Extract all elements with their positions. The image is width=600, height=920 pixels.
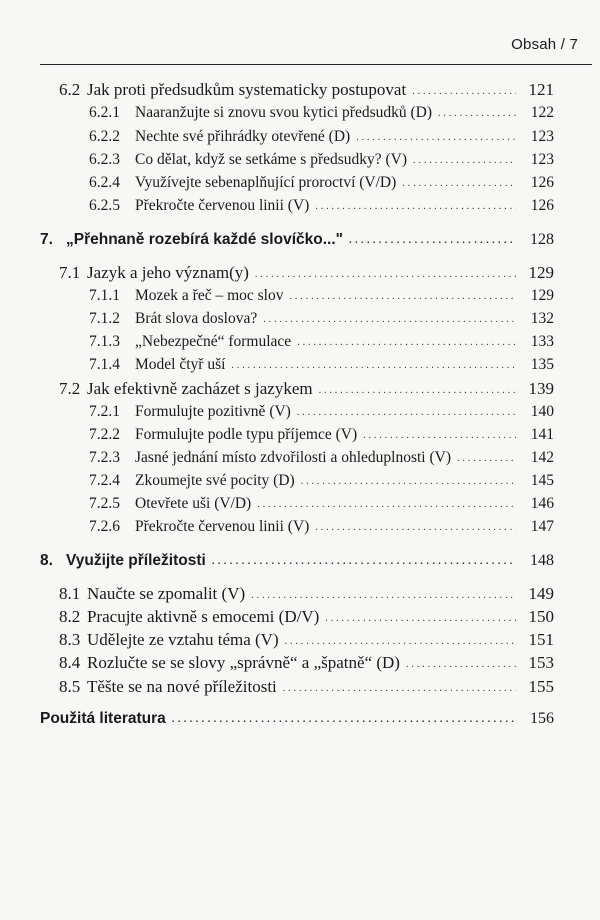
toc-leader [363,430,516,441]
toc-title: Jazyk a jeho význam(y) [87,263,249,282]
toc-entry [59,653,554,673]
toc-leader [231,360,516,371]
toc-page: 145 [530,472,554,489]
toc-title: „Nebezpečné“ formulace [135,333,292,350]
toc-page: 121 [528,80,554,99]
toc-title: Naučte se zpomalit (V) [87,584,246,603]
toc-entry [89,151,554,169]
toc-title: Model čtyř uší [135,356,226,373]
toc-number: 7.2.6 [89,518,120,535]
toc-page: 139 [528,379,554,398]
toc-number: 8.1 [59,584,81,603]
toc-number: 7.1.4 [89,356,120,373]
toc-title: Brát slova doslova? [135,310,258,327]
toc-leader [263,314,516,325]
toc-leader [315,201,516,212]
toc-title: „Přehnaně rozebírá každé slovíčko..." [66,231,343,248]
toc-entry [89,333,554,351]
toc-leader [255,269,516,280]
toc-number: 7.2.1 [89,403,120,420]
toc-entry [89,426,554,444]
toc-number: 8.5 [59,677,81,696]
toc-entry [89,495,554,513]
toc-chapter [40,710,554,728]
toc-title: Jak proti předsudkům systematicky postupovat [87,80,407,99]
toc-page: 128 [530,231,554,248]
toc-page: 126 [530,174,554,191]
toc-title: Mozek a řeč – moc slov [135,287,284,304]
toc-title: Formulujte pozitivně (V) [135,403,291,420]
toc-page: 150 [528,607,554,626]
toc-leader [349,235,516,246]
running-header: Obsah / 7 [511,36,578,53]
toc-page: 123 [530,128,554,145]
toc-title: Využívejte sebenaplňující proroctví (V/D) [135,174,397,191]
toc-leader [413,155,516,166]
toc-entry [59,677,554,697]
toc-title: Těšte se na nové příležitosti [87,677,277,696]
toc-page: 155 [528,677,554,696]
toc-page: 156 [530,710,554,727]
toc-entry [59,263,554,283]
toc-entry [89,104,554,122]
toc-leader [212,556,516,567]
toc-title: Co dělat, když se setkáme s předsudky? (V) [135,151,408,168]
toc-number: 7.1.1 [89,287,120,304]
toc-page: 149 [528,584,554,603]
toc-number: 8.4 [59,653,81,672]
toc-entry [89,472,554,490]
toc-entry [89,287,554,305]
toc-entry [89,449,554,467]
toc-title: Naaranžujte si znovu svou kytici předsudků (D) [135,104,433,121]
header-rule [40,64,592,65]
toc-number: 8.3 [59,630,81,649]
toc-chapter [40,552,554,570]
toc-number: 7. [40,231,53,248]
toc-number: 8. [40,552,53,569]
toc-number: 7.2.5 [89,495,120,512]
toc-entry [89,356,554,374]
toc-entry [59,584,554,604]
toc-entry [89,197,554,215]
toc-leader [301,476,516,487]
toc-page: 142 [530,449,554,466]
toc-number: 6.2.3 [89,151,120,168]
toc-number: 7.2.4 [89,472,120,489]
toc-page: 147 [530,518,554,535]
toc-leader [297,337,516,348]
toc-entry [59,607,554,627]
toc-page: 153 [528,653,554,672]
toc-leader [283,683,516,694]
toc-entry [89,174,554,192]
toc-number: 7.1 [59,263,81,282]
toc-title: Formulujte podle typu příjemce (V) [135,426,358,443]
toc-number: 6.2 [59,80,81,99]
toc-page: 148 [530,552,554,569]
toc-number: 7.2 [59,379,81,398]
toc-number: 6.2.4 [89,174,120,191]
toc-leader [297,407,516,418]
toc-leader [285,636,516,647]
toc-title: Překročte červenou linii (V) [135,197,310,214]
toc-leader [412,86,516,97]
toc-leader [319,385,516,396]
toc-page: 151 [528,630,554,649]
toc-chapter [40,231,554,249]
toc-title: Otevřete uši (V/D) [135,495,252,512]
toc-number: 7.1.3 [89,333,120,350]
toc-title: Jasné jednání místo zdvořilosti a ohleduplnosti (V) [135,449,451,466]
toc-title: Použitá literatura [40,710,166,727]
toc-leader [172,714,516,725]
toc-number: 7.2.2 [89,426,120,443]
toc-entry [89,518,554,536]
toc-leader [438,108,516,119]
toc-leader [406,659,516,670]
toc-entry [89,310,554,328]
toc-entry [59,80,554,100]
toc-page: 129 [528,263,554,282]
toc-page: 126 [530,197,554,214]
toc-number: 7.1.2 [89,310,120,327]
toc-title: Využijte příležitosti [66,552,206,569]
toc-title: Nechte své přihrádky otevřené (D) [135,128,351,145]
toc-page: 133 [530,333,554,350]
toc-leader [402,178,516,189]
toc-page: 141 [530,426,554,443]
toc-page: 129 [530,287,554,304]
toc-number: 6.2.2 [89,128,120,145]
toc-page: 146 [530,495,554,512]
toc-leader [325,613,516,624]
toc-page: 135 [530,356,554,373]
toc-number: 8.2 [59,607,81,626]
toc-title: Zkoumejte své pocity (D) [135,472,295,489]
toc-title: Jak efektivně zacházet s jazykem [87,379,313,398]
toc-leader [457,453,516,464]
toc-title: Rozlučte se se slovy „správně“ a „špatně“ (D) [87,653,400,672]
toc-leader [356,132,516,143]
toc-title: Překročte červenou linii (V) [135,518,310,535]
toc-page: 140 [530,403,554,420]
toc-entry [59,379,554,399]
toc-leader [290,291,517,302]
toc-entry [59,630,554,650]
toc-number: 6.2.1 [89,104,120,121]
toc-entry [89,128,554,146]
toc-number: 6.2.5 [89,197,120,214]
toc-leader [257,499,516,510]
toc-page: 123 [530,151,554,168]
toc-number: 7.2.3 [89,449,120,466]
toc-entry [89,403,554,421]
toc-page: 122 [530,104,554,121]
toc-leader [315,522,516,533]
toc-leader [251,590,516,601]
toc-page: 132 [530,310,554,327]
toc-title: Udělejte ze vztahu téma (V) [87,630,279,649]
toc-title: Pracujte aktivně s emocemi (D/V) [87,607,320,626]
